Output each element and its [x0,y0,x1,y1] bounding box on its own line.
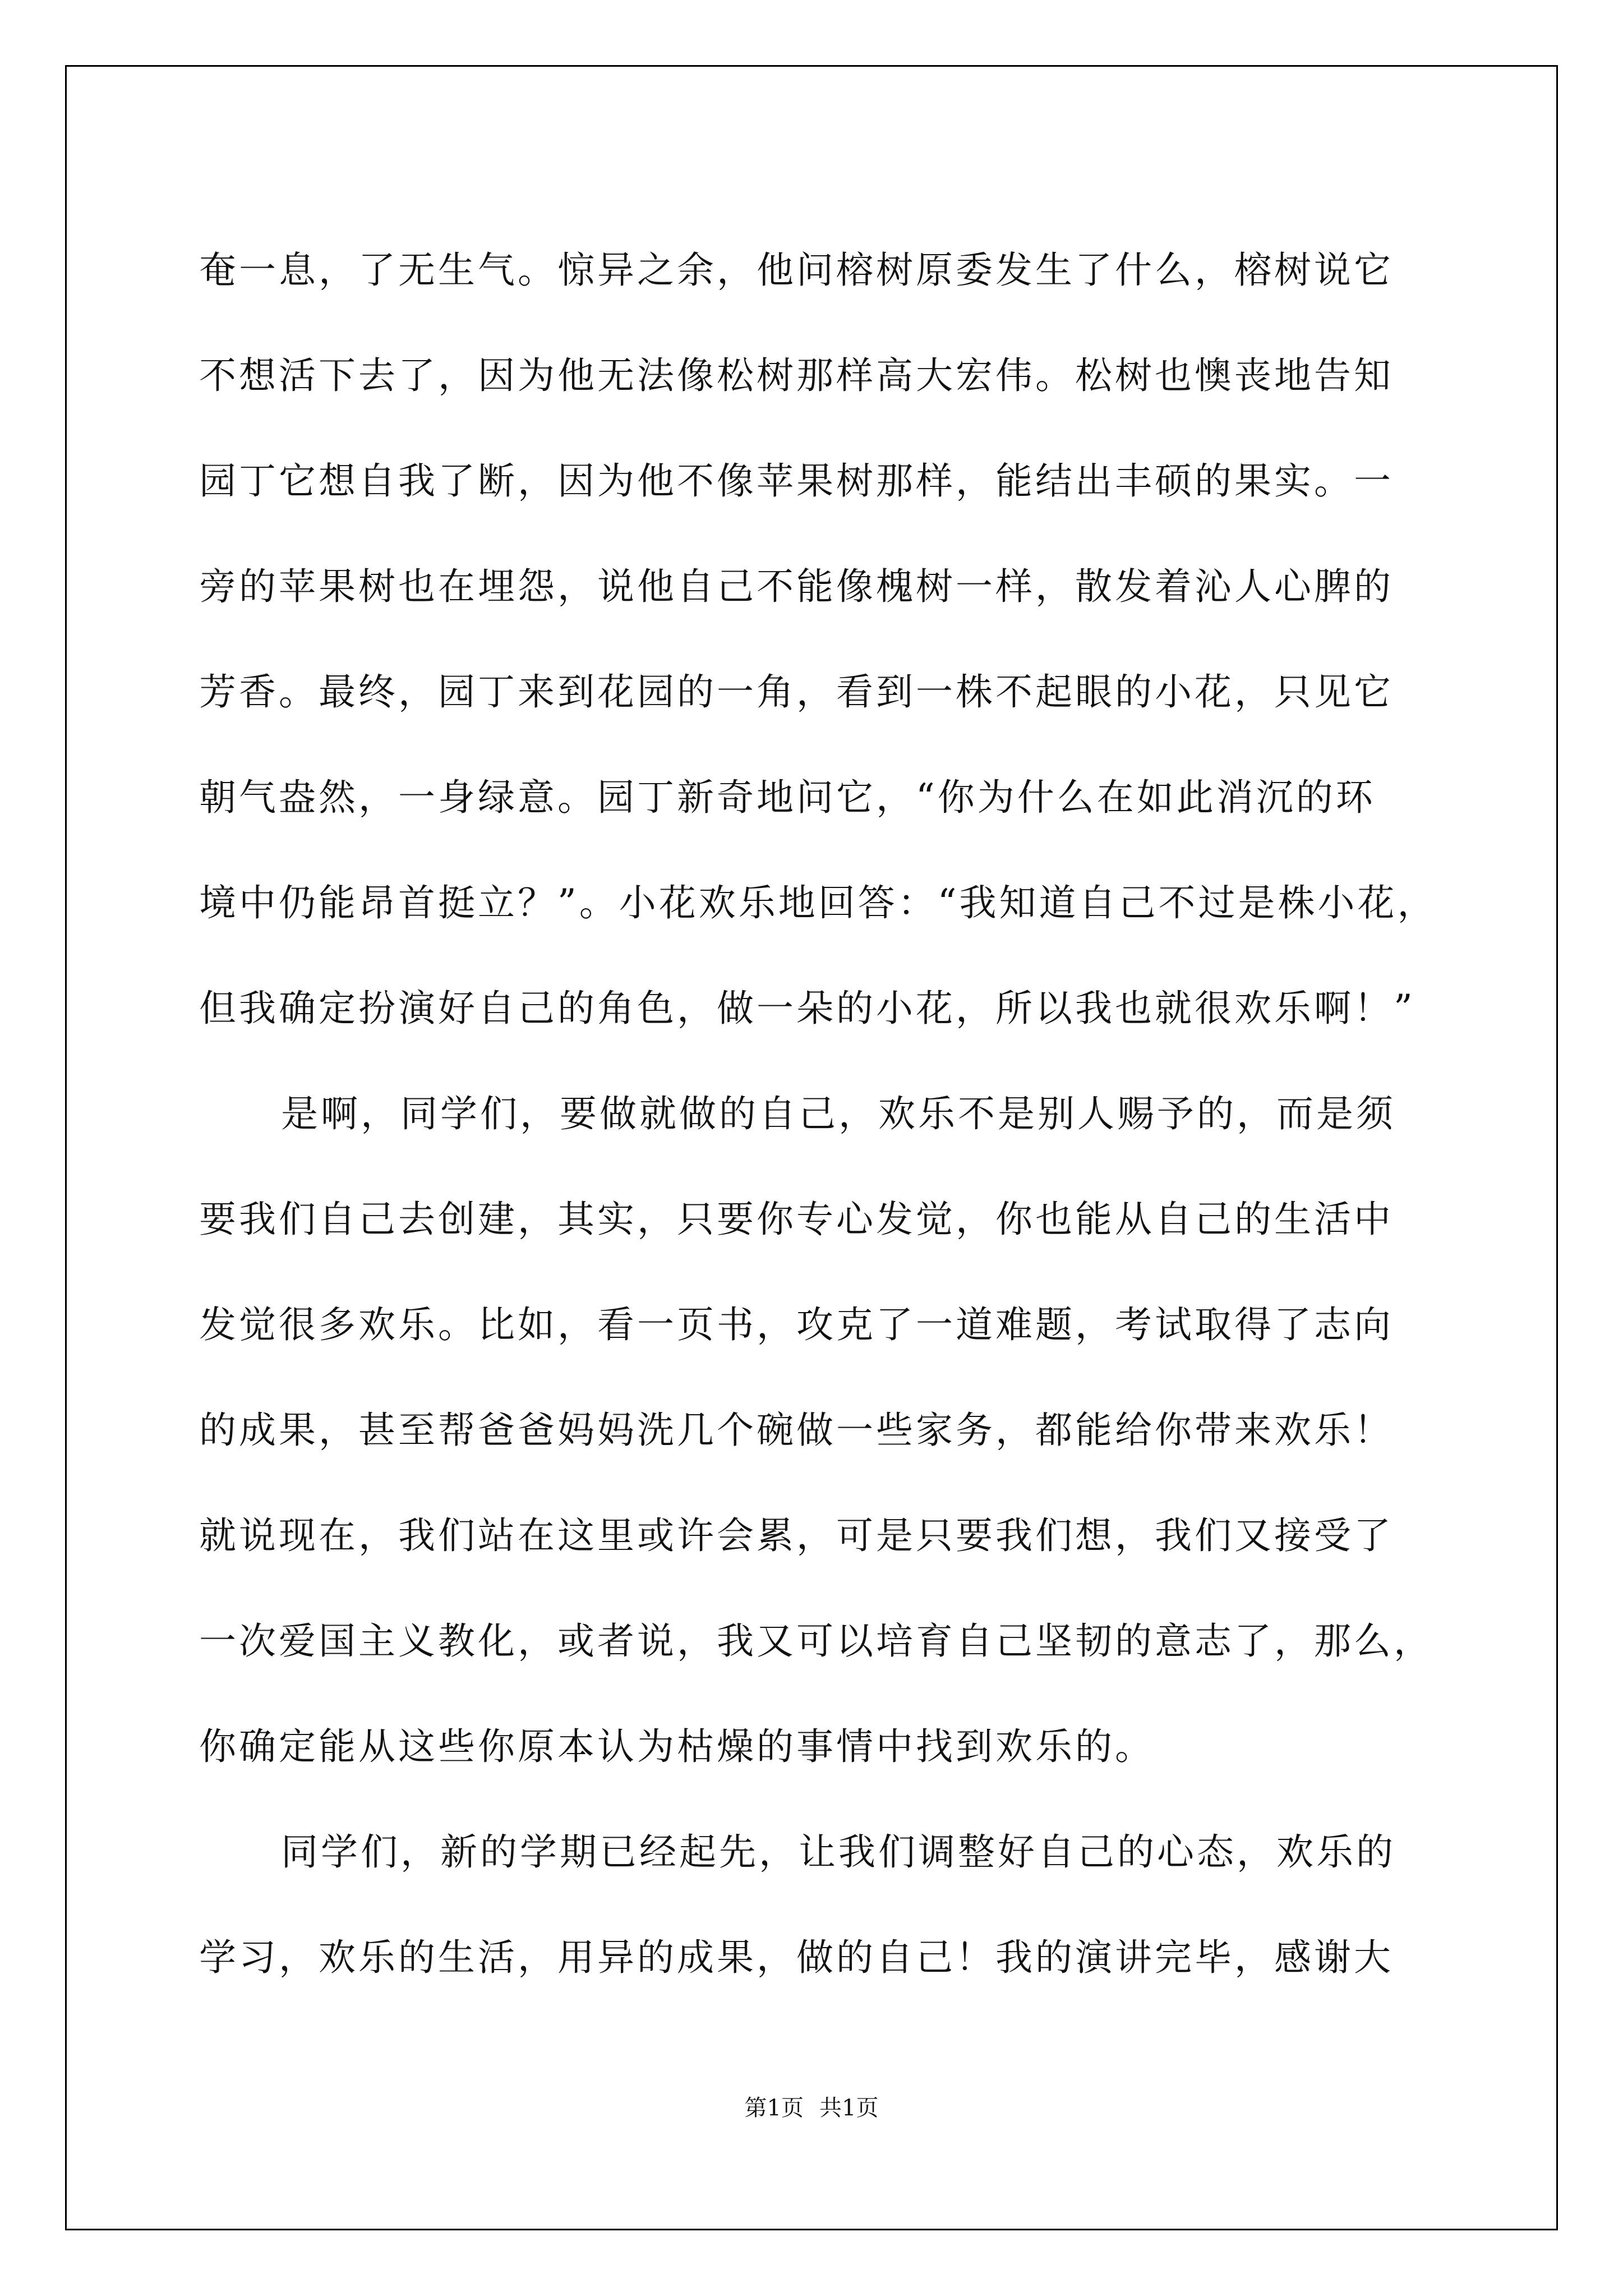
text-line: 是啊，同学们，要做就做的自己，欢乐不是别人赐予的，而是须 [281,1092,1396,1135]
text-line: 同学们，新的学期已经起先，让我们调整好自己的心态，欢乐的 [281,1830,1396,1874]
text-line: 学习，欢乐的生活，用异的成果，做的自己！我的演讲完毕，感谢大 [199,1936,1394,1979]
text-line: 境中仍能昂首挺立？”。小花欢乐地回答：“我知道自己不过是株小花， [199,881,1437,924]
text-line: 一次爱国主义教化，或者说，我又可以培育自己坚韧的意志了，那么， [199,1619,1433,1663]
text-line: 就说现在，我们站在这里或许会累，可是只要我们想，我们又接受了 [199,1514,1394,1557]
document-body [199,218,1450,2010]
text-line: 你确定能从这些你原本认为枯燥的事情中找到欢乐的。 [199,1725,1155,1768]
text-line: 不想活下去了，因为他无法像松树那样高大宏伟。松树也懊丧地告知 [199,354,1394,397]
page-number: 第1页 [744,2095,804,2121]
text-line: 但我确定扮演好自己的角色，做一朵的小花，所以我也就很欢乐啊！” [199,987,1415,1030]
page-footer [0,2090,1623,2122]
text-line: 园丁它想自我了断，因为他不像苹果树那样，能结出丰硕的果实。一 [199,459,1394,503]
text-line: 朝气盎然，一身绿意。园丁新奇地问它，“你为什么在如此消沉的环 [199,776,1376,819]
text-line: 要我们自己去创建，其实，只要你专心发觉，你也能从自己的生活中 [199,1198,1394,1241]
text-line: 旁的苹果树也在埋怨，说他自己不能像槐树一样，散发着沁人心脾的 [199,565,1394,608]
text-line: 奄一息，了无生气。惊异之余，他问榕树原委发生了什么，榕树说它 [199,249,1394,292]
text-line: 的成果，甚至帮爸爸妈妈洗几个碗做一些家务，都能给你带来欢乐！ [199,1409,1394,1452]
page-total: 共1页 [819,2095,879,2121]
text-line: 芳香。最终，园丁来到花园的一角，看到一株不起眼的小花，只见它 [199,670,1394,714]
text-line: 发觉很多欢乐。比如，看一页书，攻克了一道难题，考试取得了志向 [199,1303,1394,1346]
